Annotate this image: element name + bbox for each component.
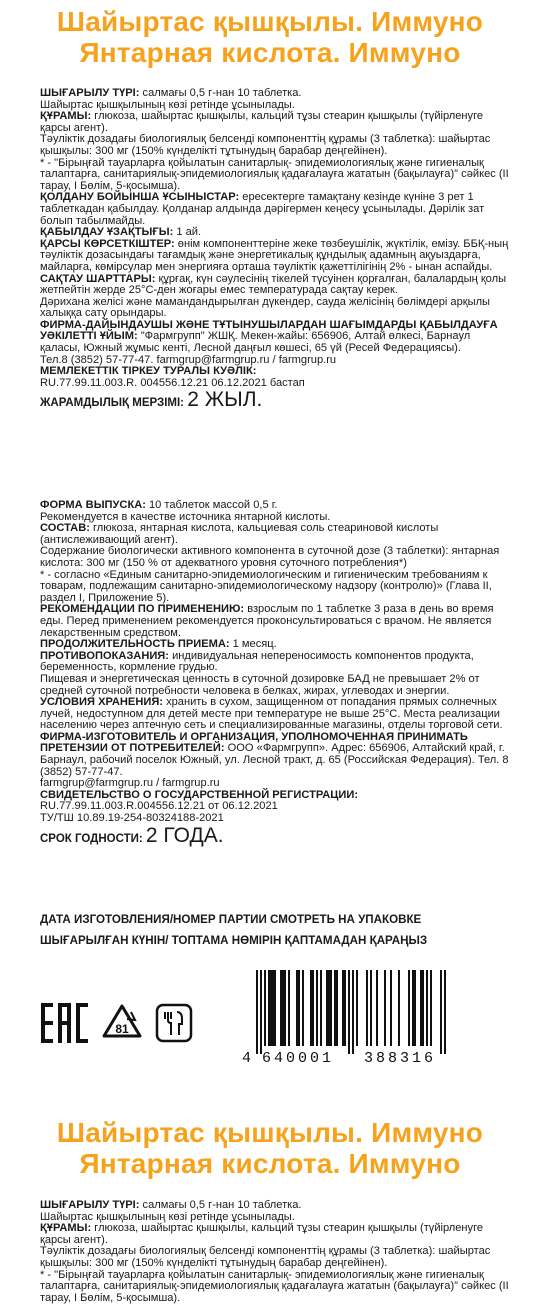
barcode-bar bbox=[384, 970, 386, 1046]
barcode-bar bbox=[334, 970, 336, 1046]
barcode-bar bbox=[316, 970, 318, 1046]
barcode-bar bbox=[280, 970, 282, 1046]
shelf-life-value: 2 ГОДА. bbox=[145, 823, 224, 847]
barcode-bar bbox=[272, 970, 274, 1046]
batch-note-ru: ДАТА ИЗГОТОВЛЕНИЯ/НОМЕР ПАРТИИ СМОТРЕТЬ НА УПАКОВКЕ bbox=[40, 913, 422, 926]
barcode-bar bbox=[342, 970, 344, 1046]
barcode bbox=[240, 970, 468, 1065]
barcode-bar bbox=[398, 970, 400, 1046]
info-text: взрослым по 1 таблетке 3 раза в день во время еды. Перед применением рекомендуется проконсультироваться с врачом. Не является лекарственным средством. bbox=[40, 603, 494, 639]
info-paragraph bbox=[40, 1223, 510, 1246]
barcode-bar bbox=[268, 970, 270, 1046]
bottom-title-kz: Шайыртас қышқылы. Иммуно bbox=[56, 1117, 484, 1148]
info-text: ТУ/ТШ 10.89.19-254-80324188-2021 bbox=[40, 812, 224, 825]
barcode-bar bbox=[296, 970, 298, 1046]
info-paragraph bbox=[40, 651, 510, 674]
info-text: салмағы 0,5 г-нан 10 таблетка. bbox=[139, 87, 302, 99]
shelf-life-label: СРОК ГОДНОСТИ: bbox=[40, 832, 146, 845]
barcode-bar bbox=[408, 970, 410, 1046]
info-text: Дәрихана желісі және мамандандырылған дүкендер, сауда желісінің бөлімдері арқылы халыққа сату орындары. bbox=[40, 295, 491, 320]
info-text: хранить в сухом, защищенном от попадания прямых солнечных лучей, недоступном для детей месте при температуре не выше 25°С. Места реализации населению через аптечную сеть и специализированные магазины, отделы торговой сети. bbox=[40, 696, 503, 732]
info-label: САҚТАУ ШАРТТАРЫ: bbox=[40, 272, 156, 285]
barcode-bar bbox=[288, 970, 290, 1046]
info-label: ҚОЛДАНУ БОЙЫНША ҰСЫНЫСТАР: bbox=[40, 191, 240, 204]
info-label: ҚАБЫЛДАУ ҰЗАҚТЫҒЫ: bbox=[40, 226, 174, 239]
info-label: РЕКОМЕНДАЦИИ ПО ПРИМЕНЕНИЮ: bbox=[40, 603, 245, 616]
info-label: ШЫҒАРЫЛУ ТҮРІ: bbox=[40, 1199, 140, 1211]
barcode-bar bbox=[426, 970, 428, 1046]
barcode-digits-right: 388316 bbox=[363, 1050, 437, 1065]
info-label: СОСТАВ: bbox=[40, 522, 90, 535]
info-text: Шайыртас қышқылының көзі ретінде ұсынылады. bbox=[40, 98, 295, 111]
barcode-bar bbox=[390, 970, 392, 1046]
info-text: глюкоза, шайыртас қышқылы, кальций тұзы стеарин қышқылы (түйірленуге қарсы агент). bbox=[40, 110, 484, 134]
info-label: УСЛОВИЯ ХРАНЕНИЯ: bbox=[40, 696, 163, 709]
barcode-digits-left: 640001 bbox=[261, 1050, 335, 1065]
barcode-bar bbox=[444, 970, 446, 1054]
barcode-bar bbox=[430, 970, 432, 1046]
info-text: 10 таблеток массой 0,5 г. bbox=[145, 499, 278, 511]
info-text: * - согласно «Единым санитарно-эпидемиологическим и гигиеническим требованиям к товарам, подлежащим санитарно-эпидемиологическому надзору (контролю)» (Глава II, раздел I, Приложение 5). bbox=[40, 568, 492, 604]
info-text: 1 месяц. bbox=[229, 638, 277, 651]
barcode-bar bbox=[270, 970, 272, 1046]
barcode-bar bbox=[320, 970, 322, 1046]
barcode-bar bbox=[422, 970, 424, 1046]
barcode-bar bbox=[356, 970, 358, 1046]
info-paragraph bbox=[40, 732, 510, 778]
barcode-bar bbox=[376, 970, 378, 1046]
barcode-bar bbox=[414, 970, 416, 1046]
info-label: ФИРМА-ИЗГОТОВИТЕЛЬ И ОРГАНИЗАЦИЯ, УПОЛНОМОЧЕННАЯ ПРИНИМАТЬ ПРЕТЕНЗИИ ОТ ПОТРЕБИТЕЛЕЙ: bbox=[40, 730, 468, 755]
barcode-bar bbox=[330, 970, 332, 1046]
info-text: Содержание биологически активного компонента в суточной дозе (3 таблетки): янтарная кислота: 300 мг (150 % от адекватного уровня суточного потребления*) bbox=[40, 545, 500, 569]
info-text: Тәуліктік дозадағы биологиялық белсенді компоненттің құрамы (3 таблетка): шайыртас қышқылы: 300 мг (150% күнделікті тұтынудың барабар деңгейінен). bbox=[40, 1245, 491, 1269]
info-paragraph bbox=[40, 1246, 510, 1269]
barcode-bar bbox=[370, 970, 372, 1046]
barcode-bar bbox=[256, 970, 258, 1054]
info-paragraph bbox=[40, 274, 510, 297]
info-label: МЕМЛЕКЕТТІК ТІРКЕУ ТУРАЛЫ КУӘЛІК: bbox=[40, 365, 257, 378]
info-text: глюкоза, шайыртас қышқылы, кальций тұзы стеарин қышқылы (түйірленуге қарсы агент). bbox=[40, 1222, 484, 1246]
info-text: өнім компоненттеріне жеке төзбеушілік, жүктілік, емізу. ББҚ-ның тәуліктік дозасындағы тағамдық және энергетикалық құндылық адамның ақуыздарға, майларға, көмірсулар мен энергияға орташа тәуліктік қажеттілігінің 2% - ынан аспайды. bbox=[40, 237, 509, 273]
info-text: Пищевая и энергетическая ценность в суточной дозировке БАД не превышает 2% от средней суточной потребности человека в белках, жирах, углеводах и энергии. bbox=[40, 672, 480, 697]
info-text: 1 ай. bbox=[173, 226, 202, 239]
certification-marks bbox=[40, 998, 194, 1048]
barcode-bar bbox=[260, 970, 262, 1054]
info-text: глюкоза, янтарная кислота, кальциевая соль стеариновой кислоты (антислеживающий агент). bbox=[40, 522, 439, 546]
info-label: ШЫҒАРЫЛУ ТҮРІ: bbox=[40, 87, 140, 99]
info-paragraph bbox=[40, 297, 510, 320]
info-paragraph bbox=[40, 111, 510, 134]
info-text: салмағы 0,5 г-нан 10 таблетка. bbox=[139, 1199, 302, 1211]
barcode-bar bbox=[312, 970, 314, 1046]
shelf-life bbox=[40, 825, 510, 847]
barcode-bar bbox=[328, 970, 330, 1046]
barcode-digit-first: 4 bbox=[242, 1050, 252, 1065]
info-text: құрғақ, күн сәулесінің тікелей түсуінен қорғалған, балалардың қолы жетпейтін жерде 25°С-ден жоғары емес температурада сақтау керек. bbox=[40, 272, 507, 297]
barcode-bar bbox=[282, 970, 284, 1046]
shelf-life bbox=[40, 389, 510, 411]
kz-info-block bbox=[40, 88, 510, 411]
recycle-code: 81 bbox=[115, 1022, 129, 1036]
food-contact-icon bbox=[154, 1002, 194, 1044]
barcode-bar bbox=[412, 970, 414, 1046]
batch-note-kz: ШЫҒАРЫЛҒАН КҮНІН/ ТОПТАМА НӨМІРІН ҚАПТАМАДАН ҚАРАҢЫЗ bbox=[40, 934, 428, 947]
info-paragraph bbox=[40, 239, 510, 274]
info-paragraph bbox=[40, 674, 510, 697]
info-paragraph bbox=[40, 320, 510, 355]
info-text: ересектерге тамақтану кезінде күніне 3 рет 1 таблеткадан қабылдау. Қолданар алдында дәрігермен кеңесу ұсынылады. Дәрілік зат болып табылмайды. bbox=[40, 191, 485, 227]
eac-mark-icon bbox=[40, 1001, 90, 1045]
info-text: * - "Бірыңғай тауарларға қойылатын санитарлық- эпидемиологиялық және гигиеналық талаптарға, санитариялық-эпидемиологиялық қадағалауға жататын (бақылауға)" сәйкес (II тарау, I Бөлім, 5-қосымша). bbox=[40, 156, 509, 192]
barcode-bar bbox=[348, 970, 350, 1054]
info-paragraph bbox=[40, 378, 510, 390]
barcode-bar bbox=[310, 970, 312, 1046]
info-label: ҚҰРАМЫ: bbox=[40, 1222, 92, 1235]
recycle-icon bbox=[98, 1002, 146, 1044]
info-label: ФИРМА-ДАЙЫНДАУШЫ ЖӘНЕ ТҰТЫНУШЫЛАРДАН ШАҒЫМДАРДЫ ҚАБЫЛДАУҒА УӘКІЛЕТТІ ҰЙЫМ: bbox=[40, 318, 498, 343]
info-text: Тәуліктік дозадағы биологиялық белсенді компоненттің құрамы (3 таблетка): шайыртас қышқылы: 300 мг (150% күнделікті тұтынудың барабар деңгейінен). bbox=[40, 133, 491, 157]
info-label: СВИДЕТЕЛЬСТВО О ГОСУДАРСТВЕННОЙ РЕГИСТРАЦИИ: bbox=[40, 788, 359, 801]
top-title-ru: Янтарная кислота. Иммуно bbox=[79, 37, 461, 68]
info-label: ҚҰРАМЫ: bbox=[40, 110, 92, 123]
info-paragraph bbox=[40, 697, 510, 732]
barcode-bar bbox=[352, 970, 354, 1054]
info-paragraph bbox=[40, 1270, 510, 1304]
info-text: RU.77.99.11.003.R.004556.12.21 от 06.12.2021 bbox=[40, 800, 278, 813]
info-paragraph bbox=[40, 570, 510, 605]
info-text: RU.77.99.11.003.R. 004556.12.21 06.12.2021 бастап bbox=[40, 376, 305, 389]
info-label: ПРОДОЛЖИТЕЛЬНОСТЬ ПРИЕМА: bbox=[40, 638, 230, 651]
info-paragraph bbox=[40, 604, 510, 639]
barcode-bar bbox=[302, 970, 304, 1046]
info-text: Рекомендуется в качестве источника янтарной кислоты. bbox=[40, 510, 331, 523]
info-text: Тел.8 (3852) 57-77-47. farmgrup@farmgrup.ru / farmgrup.ru bbox=[40, 353, 337, 366]
info-text: farmgrup@farmgrup.ru / farmgrup.ru bbox=[40, 777, 220, 790]
info-paragraph bbox=[40, 546, 510, 569]
bottom-title-ru: Янтарная кислота. Иммуно bbox=[79, 1148, 461, 1179]
shelf-life-value: 2 ЖЫЛ. bbox=[187, 388, 263, 412]
barcode-bar bbox=[284, 970, 286, 1046]
barcode-bar bbox=[440, 970, 442, 1054]
info-label: ҚАРСЫ КӨРСЕТКІШТЕР: bbox=[40, 237, 175, 250]
barcode-bar bbox=[298, 970, 300, 1046]
info-paragraph bbox=[40, 158, 510, 193]
barcode-bar bbox=[366, 970, 368, 1046]
info-paragraph bbox=[40, 523, 510, 546]
kz-info-block-repeat bbox=[40, 1200, 510, 1304]
barcode-bar bbox=[274, 970, 276, 1046]
info-text: * - "Бірыңғай тауарларға қойылатын санитарлық- эпидемиологиялық және гигиеналық талаптарға, санитариялық-эпидемиологиялық қадағалауға жататын (бақылауға)" сәйкес (II тарау, I Бөлім, 5-қосымша). bbox=[40, 1268, 509, 1304]
info-text: индивидуальная непереносимость компонентов продукта, беременность, кормление грудью. bbox=[40, 649, 474, 674]
shelf-life-label: ЖАРАМДЫЛЫҚ МЕРЗІМІ: bbox=[40, 397, 188, 410]
info-text: "Фармгрупп" ЖШҚ. Мекен-жайы: 656906, Алтай өлкесі, Барнаул қаласы, Южный жұмыс кенті, Лесной даңғыл көшесі, 65 үй (Ресей Федерациясы). bbox=[40, 330, 471, 355]
barcode-bar bbox=[336, 970, 338, 1046]
info-text: Шайыртас қышқылының көзі ретінде ұсынылады. bbox=[40, 1210, 295, 1223]
info-text: ООО «Фармгрупп». Адрес: 656906, Алтайский край, г. Барнаул, рабочий поселок Южный, ул. Лесной тракт, д. 65 (Российская Федерация). Тел. 8 (3852) 57-77-47. bbox=[40, 742, 509, 778]
barcode-bar bbox=[420, 970, 422, 1046]
info-label: ФОРМА ВЫПУСКА: bbox=[40, 499, 146, 511]
top-title-kz: Шайыртас қышқылы. Иммуно bbox=[56, 6, 484, 37]
ru-info-block bbox=[40, 500, 510, 847]
barcode-bar bbox=[344, 970, 346, 1046]
info-paragraph bbox=[40, 192, 510, 227]
barcode-bar bbox=[326, 970, 328, 1046]
info-paragraph bbox=[40, 134, 510, 157]
info-paragraph bbox=[40, 813, 510, 825]
barcode-bar bbox=[264, 970, 266, 1046]
info-label: ПРОТИВОПОКАЗАНИЯ: bbox=[40, 649, 169, 662]
